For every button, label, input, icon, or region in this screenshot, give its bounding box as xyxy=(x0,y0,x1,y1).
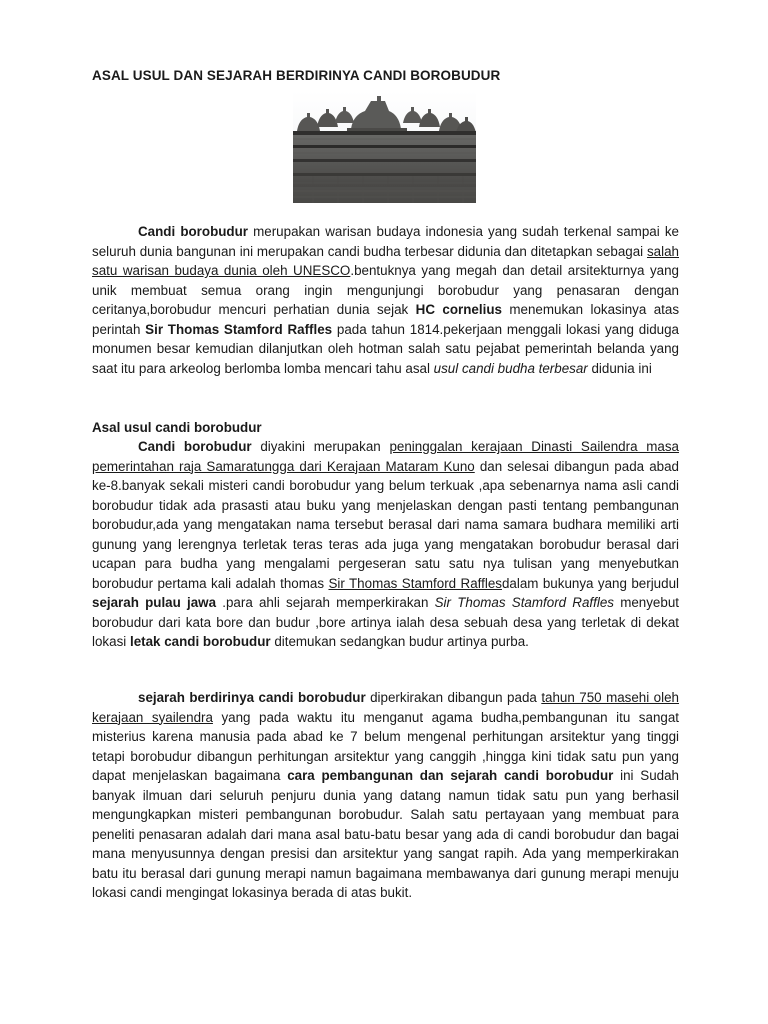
bold-phrase: cara pembangunan dan sejarah candi borobudur xyxy=(287,768,614,783)
italic-phrase: Sir Thomas Stamford Raffles xyxy=(434,595,614,610)
borobudur-temple-photo-icon xyxy=(293,91,476,203)
text-span: ditemukan sedangkan budur artinya purba. xyxy=(270,634,529,649)
text-span: dalam bukunya yang berjudul xyxy=(501,575,679,591)
paragraph-asal-usul xyxy=(92,437,679,652)
bold-phrase: sejarah berdirinya candi borobudur xyxy=(138,690,366,705)
text-span: menyebut borobudur dari kata bore dan budur ,bore artinya ialah desa sebuah desa yang terletak di dekat lokasi xyxy=(92,595,679,649)
text-span: menemukan lokasinya atas perintah xyxy=(92,302,680,337)
text-span: pada tahun 1814.pekerjaan menggali lokasi yang diduga monumen besar kemudian dilanjutkan oleh hotman salah satu pejabat pemerintah belanda yang saat itu para arkeolog berlomba lomba mencari tahu asal xyxy=(92,321,679,376)
italic-phrase: usul candi budha terbesar xyxy=(433,360,588,376)
text-span: dan selesai dibangun pada abad ke-8.banyak sekali misteri candi borobudur yang belum terkuak ,apa sebenarnya nama asli candi borobudur tidak ada prasasti atau buku yang menjelaskan dengan pasti tentang pembangunan borobudur,ada yang mengatakan nama tersebut berasal dari nama samara budhara memiliki arti gunung yang lerengnya terletak teras teras ada juga yang mengatakan borobudur berasal dari ucapan para budha yang mengalami pergeseran satu satu nya tulisan yang menyebutkan borobudur pertama kali adalah thomas xyxy=(92,458,679,591)
paragraph-intro xyxy=(92,222,679,378)
bold-phrase: Candi borobudur xyxy=(138,224,248,239)
document-title: ASAL USUL DAN SEJARAH BERDIRINYA CANDI BOROBUDUR xyxy=(92,68,501,83)
text-span: ini Sudah banyak ilmuan dari seluruh penjuru dunia yang datang namun tidak satu pun yang berhasil mengungkapkan misteri pembangunan borobudur. Salah satu pertayaan yang membuat para peneliti penasaran adalah dari mana asal batu-batu besar yang ada di candi borobudur dan bagai mana menyusunnya dengan presisi dan arsitektur yang sangat rapih. Ada yang memperkirakan batu itu berasal dari gunung merapi namun bagaimana membawanya dari gunung merapi menuju lokasi candi mengingat lokasinya berada di atas bukit. xyxy=(92,768,679,900)
section-heading-asal-usul: Asal usul candi borobudur xyxy=(92,420,262,435)
sailendra-link[interactable]: peninggalan kerajaan Dinasti Sailendra masa pemerintahan raja Samaratungga dari Kerajaan Mataram Kuno xyxy=(92,439,679,474)
raffles-link[interactable]: Sir Thomas Stamford Raffles xyxy=(328,575,502,591)
bold-phrase: Sir Thomas Stamford Raffles xyxy=(145,321,333,337)
text-span: .para ahli sejarah memperkirakan xyxy=(216,595,435,610)
paragraph-sejarah xyxy=(92,688,679,903)
text-span: merupakan warisan budaya indonesia yang sudah terkenal sampai ke seluruh dunia bangunan ini merupakan candi budha terbesar didunia dan ditetapkan sebagai xyxy=(92,224,679,259)
text-span: yang pada waktu itu menganut agama budha,pembangunan itu sangat misterius karena manusia pada abad ke 7 belum mengenal perhitungan arsitektur yang tinggi tetapi borobudur dibangun perhitungan arsitektur yang canggih ,hingga kini tidak satu pun yang dapat menjelaskan bagaimana xyxy=(92,709,680,783)
syailendra-link[interactable]: tahun 750 masehi oleh kerajaan syailendra xyxy=(92,690,680,725)
bold-phrase: letak candi borobudur xyxy=(129,634,271,649)
bold-phrase: HC cornelius xyxy=(415,302,502,317)
text-span: didunia ini xyxy=(587,360,652,376)
text-span: diperkirakan dibangun pada xyxy=(365,690,542,705)
borobudur-photo xyxy=(293,91,476,203)
text-span: diyakini merupakan xyxy=(251,439,390,454)
bold-phrase: Candi borobudur xyxy=(138,439,252,454)
text-span: .bentuknya yang megah dan detail arsitekturnya yang unik membuat semua orang ingin mengunjungi borobudur yang penasaran dengan ceritanya,borobudur mencuri perhatian dunia sejak xyxy=(92,263,679,317)
bold-phrase: sejarah pulau jawa xyxy=(92,595,217,610)
unesco-link[interactable]: salah satu warisan budaya dunia oleh UNESCO xyxy=(92,243,679,278)
